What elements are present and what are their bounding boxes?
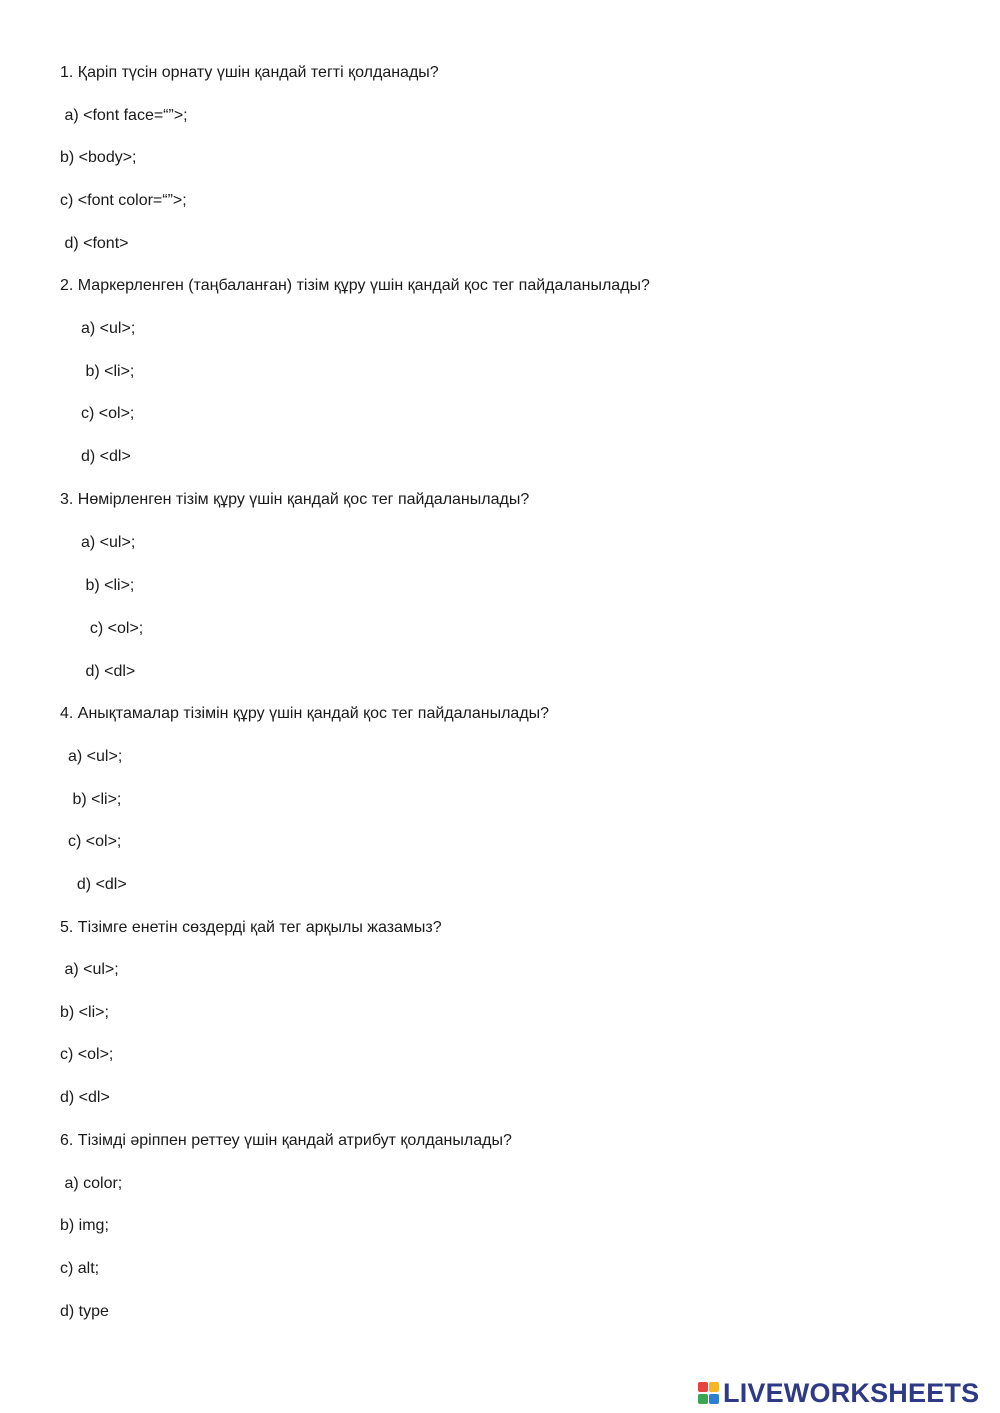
question-3-option-a: a) <ul>; — [81, 534, 136, 551]
question-1-option-c: c) <font color=“”>; — [60, 192, 187, 209]
question-1-option-a: a) <font face=“”>; — [60, 107, 188, 124]
question-3-option-d: d) <dl> — [81, 663, 136, 680]
question-2-option-a: a) <ul>; — [81, 320, 136, 337]
question-5-option-d: d) <dl> — [60, 1089, 110, 1106]
question-4-text: 4. Анықтамалар тізімін құру үшін қандай қос тег пайдаланылады? — [60, 705, 550, 722]
question-6-option-c: c) alt; — [60, 1260, 100, 1277]
question-4-option-d: d) <dl> — [68, 876, 127, 893]
question-4-option-b: b) <li>; — [68, 791, 122, 808]
question-5-option-b: b) <li>; — [60, 1004, 109, 1021]
question-6-text: 6. Тізімді әріппен реттеу үшін қандай атрибут қолданылады? — [60, 1132, 512, 1149]
question-2-option-c: c) <ol>; — [81, 405, 135, 422]
question-1-text: 1. Қаріп түсін орнату үшін қандай тегті қолданады? — [60, 64, 439, 81]
liveworksheets-mark-icon — [698, 1380, 720, 1406]
question-1-option-d: d) <font> — [60, 235, 129, 252]
question-3-option-c: c) <ol>; — [81, 620, 144, 637]
question-2-text: 2. Маркерленген (таңбаланған) тізім құру үшін қандай қос тег пайдаланылады? — [60, 277, 650, 294]
question-5-text: 5. Тізімге енетін сөздерді қай тег арқылы жазамыз? — [60, 919, 442, 936]
liveworksheets-wordmark: LIVEWORKSHEETS — [723, 1378, 980, 1408]
question-2-option-b: b) <li>; — [81, 363, 135, 380]
question-5-option-a: a) <ul>; — [60, 961, 119, 978]
question-4-option-a: a) <ul>; — [68, 748, 123, 765]
question-2-option-d: d) <dl> — [81, 448, 131, 465]
question-3-option-b: b) <li>; — [81, 577, 135, 594]
question-3-text: 3. Нөмірленген тізім құру үшін қандай қос тег пайдаланылады? — [60, 491, 530, 508]
question-5-option-c: c) <ol>; — [60, 1046, 114, 1063]
question-6-option-d: d) type — [60, 1303, 109, 1320]
liveworksheets-logo — [698, 1378, 979, 1408]
question-4-option-c: c) <ol>; — [68, 833, 122, 850]
question-6-option-b: b) img; — [60, 1217, 109, 1234]
question-1-option-b: b) <body>; — [60, 149, 137, 166]
question-6-option-a: a) color; — [60, 1175, 123, 1192]
